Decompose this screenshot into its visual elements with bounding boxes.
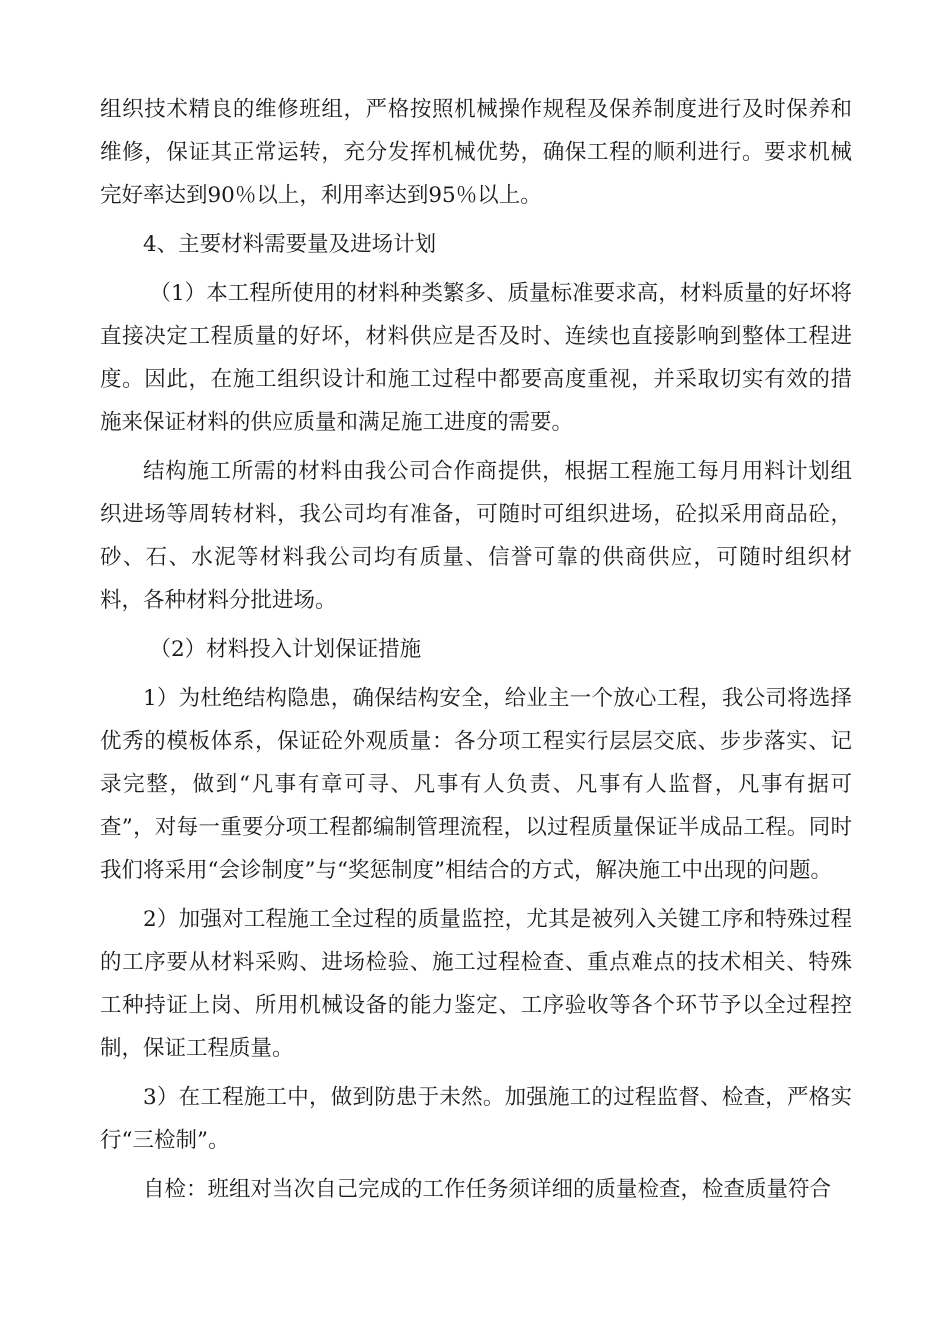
paragraph-maintenance: 组织技术精良的维修班组，严格按照机械操作规程及保养制度进行及时保养和维修，保证其正常运转，充分发挥机械优势，确保工程的顺利进行。要求机械完好率达到90％以上，利用率达到95％以上。 [100, 97, 852, 208]
paragraph-material-supply: 结构施工所需的材料由我公司合作商提供，根据工程施工每月用料计划组织进场等周转材料，我公司均有准备，可随时可组织进场，砼拟采用商品砼，砂、石、水泥等材料我公司均有质量、信誉可靠的供商供应，可随时组织材料，各种材料分批进场。 [100, 459, 852, 613]
section-heading-materials: 4、主要材料需要量及进场计划 [143, 232, 437, 257]
paragraph-measure-1: 1）为杜绝结构隐患，确保结构安全，给业主一个放心工程，我公司将选择优秀的模板体系，保证砼外观质量：各分项工程实行层层交底、步步落实、记录完整，做到“凡事有章可寻、凡事有人负责、凡事有人监督，凡事有据可查”，对每一重要分项工程都编制管理流程，以过程质量保证半成品工程。同时我们将采用“会诊制度”与“奖惩制度”相结合的方式，解决施工中出现的问题。 [100, 686, 852, 883]
paragraph-measure-2: 2）加强对工程施工全过程的质量监控，尤其是被列入关键工序和特殊过程的工序要从材料采购、进场检验、施工过程检查、重点难点的技术相关、特殊工种持证上岗、所用机械设备的能力鉴定、工序验收等各个环节予以全过程控制，保证工程质量。 [100, 907, 852, 1061]
document-body [100, 88, 852, 1211]
subheading-material-measures: （2）材料投入计划保证措施 [149, 637, 422, 662]
paragraph-measure-3: 3）在工程施工中，做到防患于未然。加强施工的过程监督、检查，严格实行“三检制”。 [100, 1085, 852, 1153]
paragraph-self-inspection: 自检：班组对当次自己完成的工作任务须详细的质量检查，检查质量符合 [143, 1177, 832, 1202]
paragraph-material-quality: （1）本工程所使用的材料种类繁多、质量标准要求高，材料质量的好坏将直接决定工程质量的好坏，材料供应是否及时、连续也直接影响到整体工程进度。因此，在施工组织设计和施工过程中都要高度重视，并采取切实有效的措施来保证材料的供应质量和满足施工进度的需要。 [100, 281, 852, 435]
